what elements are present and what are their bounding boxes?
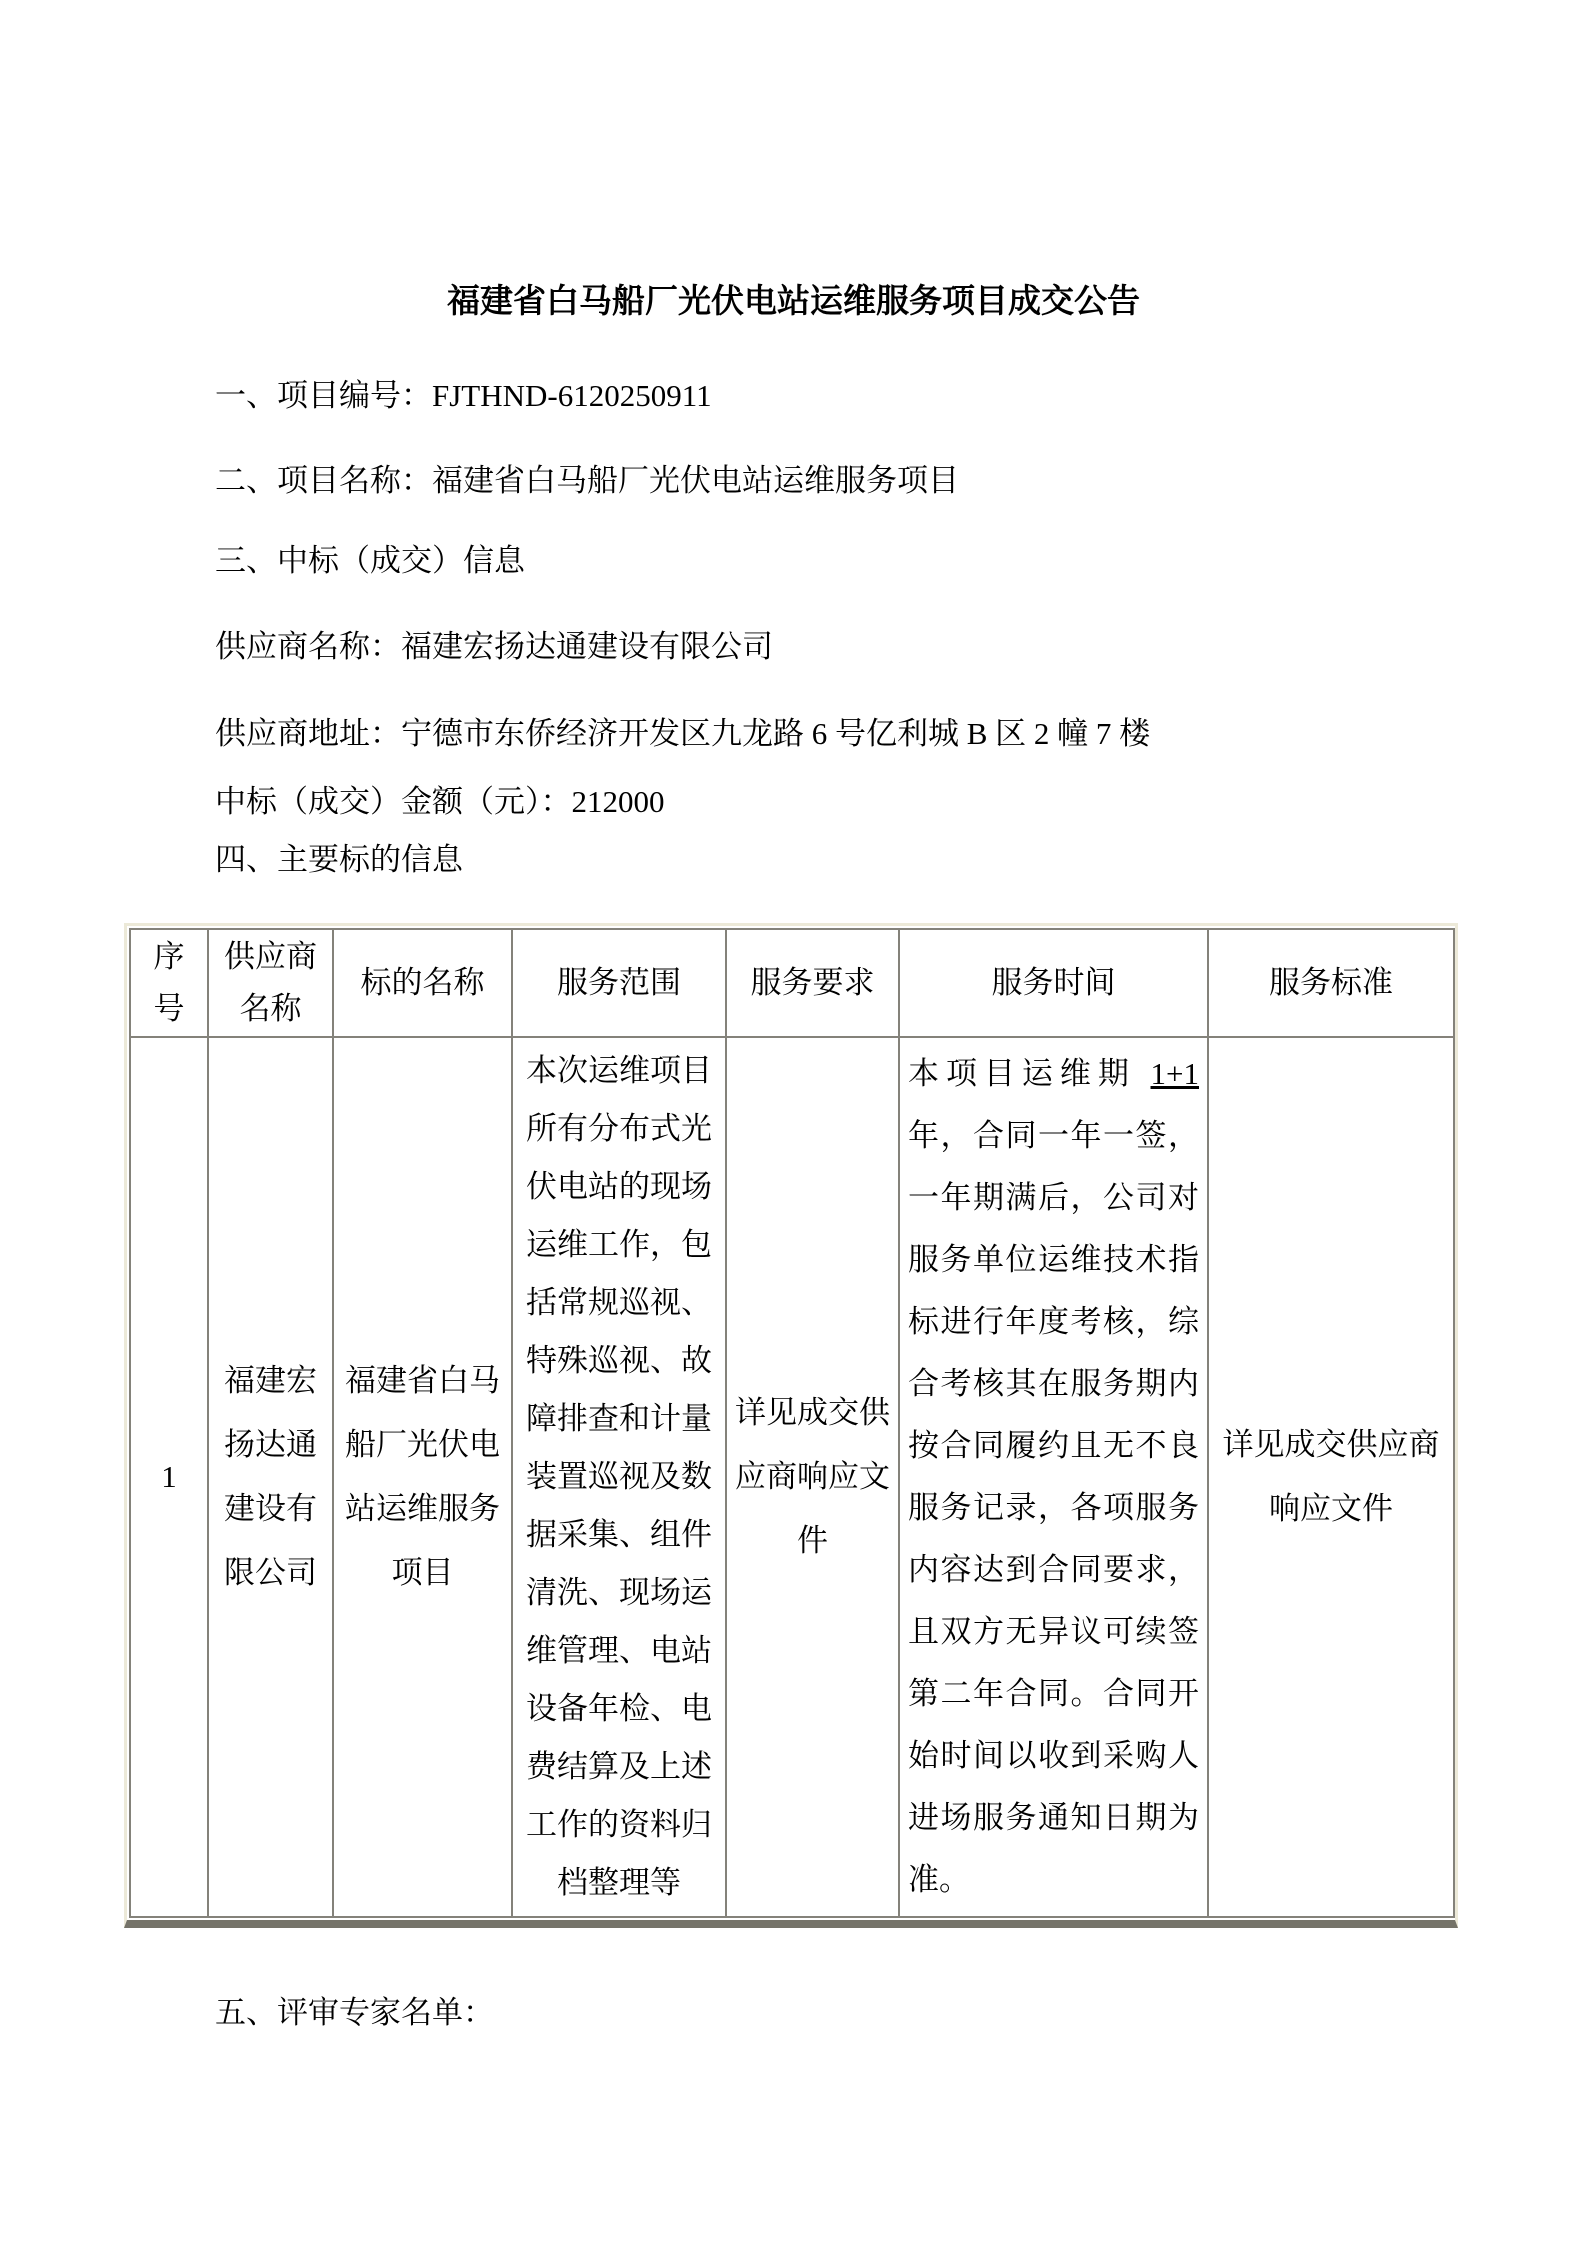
cell-subject-name: 福建省白马船厂光伏电站运维服务项目 — [333, 1037, 512, 1917]
paragraph-supplier-name: 供应商名称：福建宏扬达通建设有限公司 — [215, 629, 773, 664]
col-header-service-requirement: 服务要求 — [726, 929, 899, 1037]
paragraph-supplier-address: 供应商地址：宁德市东侨经济开发区九龙路 6 号亿利城 B 区 2 幢 7 楼 — [215, 716, 1151, 751]
col-header-service-scope: 服务范围 — [512, 929, 726, 1037]
table-row — [130, 1037, 1454, 1917]
table-header-row — [130, 929, 1454, 1037]
service-time-underlined-term: 1+1 — [1150, 1056, 1199, 1091]
cell-service-scope: 本次运维项目所有分布式光伏电站的现场运维工作，包括常规巡视、特殊巡视、故障排查和计量装置巡视及数据采集、组件清洗、现场运维管理、电站设备年检、电费结算及上述工作的资料归档整理等 — [512, 1037, 726, 1917]
paragraph-project-name: 二、项目名称：福建省白马船厂光伏电站运维服务项目 — [215, 463, 959, 498]
cell-service-requirement: 详见成交供应商响应文件 — [726, 1037, 899, 1917]
paragraph-expert-list-heading: 五、评审专家名单： — [215, 1995, 494, 2030]
subject-info-table — [129, 928, 1455, 1918]
col-header-service-time: 服务时间 — [899, 929, 1208, 1037]
page-title: 福建省白马船厂光伏电站运维服务项目成交公告 — [447, 284, 1140, 320]
col-header-supplier-name: 供应商名称 — [208, 929, 333, 1037]
paragraph-award-info-heading: 三、中标（成交）信息 — [215, 543, 525, 578]
paragraph-project-number: 一、项目编号：FJTHND-6120250911 — [215, 378, 712, 413]
service-time-text-before: 本项目运维期 — [908, 1056, 1151, 1091]
cell-service-standard: 详见成交供应商响应文件 — [1208, 1037, 1454, 1917]
cell-supplier-name: 福建宏扬达通建设有限公司 — [208, 1037, 333, 1917]
col-header-service-standard: 服务标准 — [1208, 929, 1454, 1037]
col-header-index: 序号 — [130, 929, 208, 1037]
paragraph-award-amount: 中标（成交）金额（元）：212000 — [215, 784, 665, 819]
paragraph-subject-info-heading: 四、主要标的信息 — [215, 842, 463, 877]
subject-info-table-border — [124, 923, 1458, 1928]
cell-index: 1 — [130, 1037, 208, 1917]
col-header-subject-name: 标的名称 — [333, 929, 512, 1037]
service-time-text-after: 年，合同一年一签，一年期满后，公司对服务单位运维技术指标进行年度考核，综合考核其在服务期内按合同履约且无不良服务记录，各项服务内容达到合同要求，且双方无异议可续签第二年合同。合同开始时间以收到采购人进场服务通知日期为准。 — [908, 1118, 1199, 1897]
cell-service-time — [899, 1037, 1208, 1917]
